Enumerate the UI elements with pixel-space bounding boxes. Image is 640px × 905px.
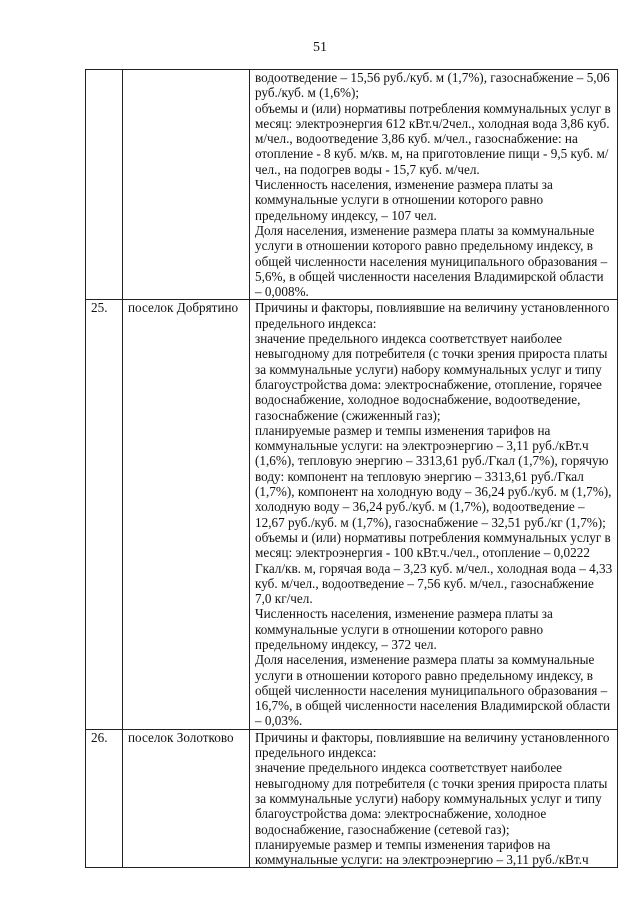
description-paragraph: Доля населения, изменение размера платы за коммунальные услуги в отношении которого равно предельному индексу, в общей численности населения муниципального образования – 16,7%, в общей численности населения Владимирской области – 0,03%. (255, 652, 611, 729)
description-paragraph: объемы и (или) нормативы потребления коммунальных услуг в месяц: электроэнергия 612 кВт.ч/2чел., холодная вода 3,86 куб. м/чел., водоотведение 3,86 куб. м/чел., газоснабжение: на отопление - 8 куб. м/кв. м, на приготовление пищи - 9,5 куб. м/чел., на подогрев воды - 15,7 куб. м/чел. (255, 100, 611, 177)
settlement-name: поселок Добрятино (123, 300, 250, 729)
row-number: 26. (86, 729, 123, 868)
description-paragraph: Численность населения, изменение размера платы за коммунальные услуги в отношении которого равно предельному индексу, – 107 чел. (255, 177, 553, 223)
table-row (86, 70, 618, 300)
description-paragraph: планируемые размер и темпы изменения тарифов на коммунальные услуги: на электроэнергию – 3,11 руб./кВт.ч (1,6%), тепловую энергию – 3313,61 руб./Гкал (1,7%), горячую воду: компонент на тепловую энергию – 3313,61 руб./Гкал (1,7%), компонент на холодную воду – 36,24 руб./куб. м (1,7%), холодную воду – 36,24 руб./куб. м (1,7%), водоотведение – 12,67 руб./куб. м (1,7%), газоснабжение – 32,51 руб./кг (1,7%); (255, 422, 612, 530)
row-number: 25. (86, 300, 123, 729)
description-paragraph: значение предельного индекса соответствует наиболее невыгодному для потребителя (с точки зрения прироста платы за коммунальные услуги) набору коммунальных услуг и типу благоустройства дома: электроснабжение, отопление, горячее водоснабжение, холодное водоснабжение, водоотведение, газоснабжение (сжиженный газ); (255, 331, 608, 423)
row-description (250, 729, 618, 868)
page-number: 51 (313, 40, 327, 55)
description-paragraph: планируемые размер и темпы изменения тарифов на коммунальные услуги: на электроэнергию – 3,11 руб./кВт.ч (255, 836, 589, 868)
row-number (86, 70, 123, 300)
settlement-name (123, 70, 250, 300)
settlement-name: поселок Золотково (123, 729, 250, 868)
description-paragraph: Причины и факторы, повлиявшие на величину установленного предельного индекса: (255, 300, 610, 331)
description-paragraph: значение предельного индекса соответствует наиболее невыгодному для потребителя (с точки зрения прироста платы за коммунальные услуги) набору коммунальных услуг и типу благоустройства дома: электроснабжение, холодное водоснабжение, газоснабжение (сетевой газ); (255, 760, 608, 837)
description-paragraph: Численность населения, изменение размера платы за коммунальные услуги в отношении которого равно предельному индексу, – 372 чел. (255, 606, 553, 652)
description-paragraph: водоотведение – 15,56 руб./куб. м (1,7%), газоснабжение – 5,06 руб./куб. м (1,6%); (255, 70, 610, 101)
table-row (86, 729, 618, 868)
tariff-table (85, 69, 618, 868)
description-paragraph: Причины и факторы, повлиявшие на величину установленного предельного индекса: (255, 729, 610, 761)
row-description (250, 70, 618, 300)
table-row (86, 300, 618, 729)
description-paragraph: Доля населения, изменение размера платы за коммунальные услуги в отношении которого равно предельному индексу, в общей численности населения муниципального образования – 5,6%, в общей численности населения Владимирской области – 0,008%. (255, 222, 608, 300)
description-paragraph: объемы и (или) нормативы потребления коммунальных услуг в месяц: электроэнергия - 100 кВт.ч./чел., отопление – 0,0222 Гкал/кв. м, горячая вода – 3,23 куб. м/чел., холодная вода – 4,33 куб. м/чел., водоотведение – 7,56 куб. м/чел., газоснабжение 7,0 кг/чел. (255, 529, 613, 607)
row-description (250, 300, 618, 729)
